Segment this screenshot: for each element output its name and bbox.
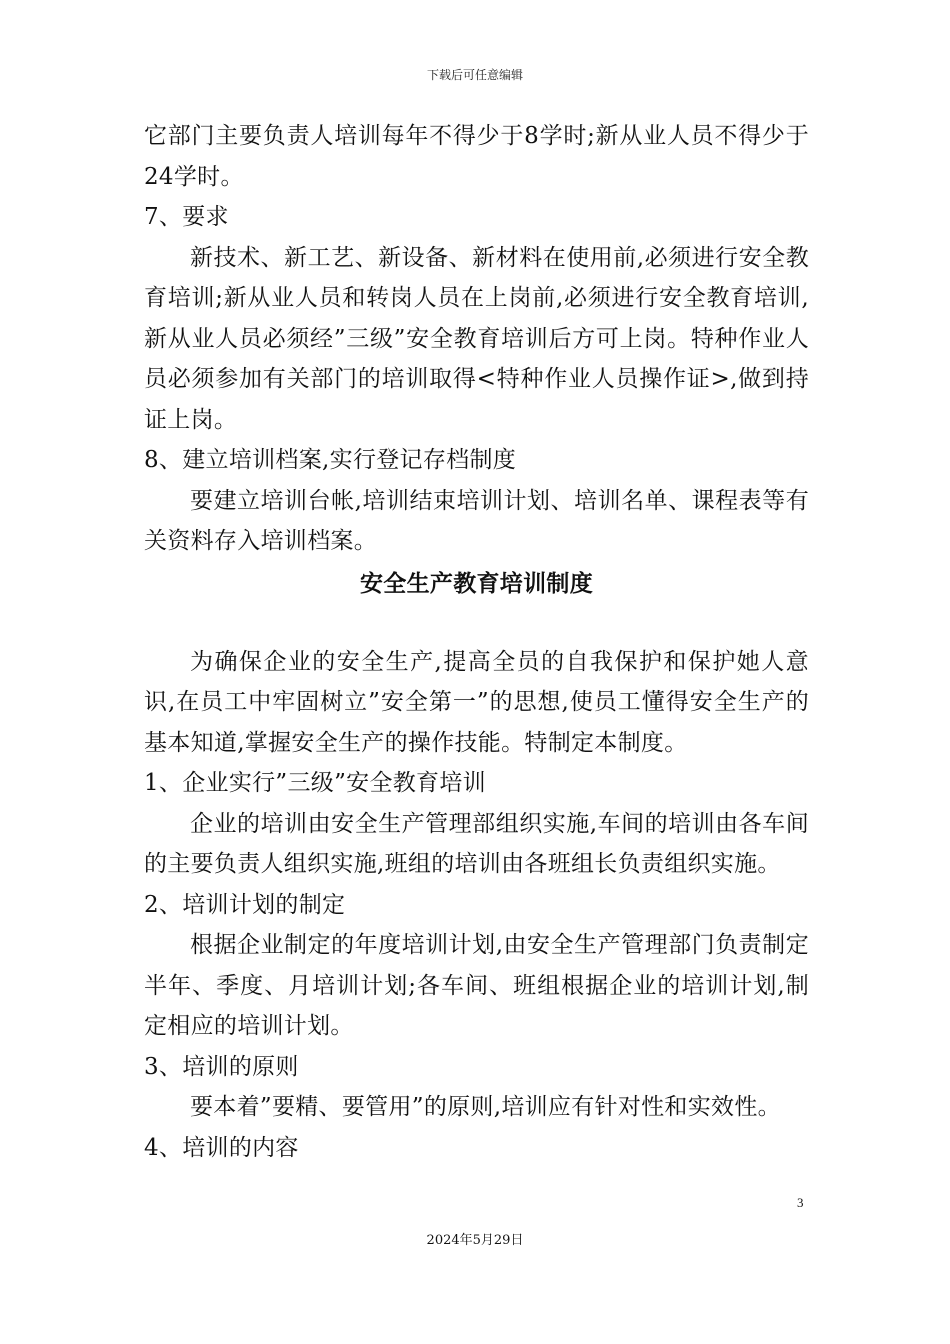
section-heading-8: 8、建立培训档案,实行登记存档制度	[144, 447, 517, 473]
intro-paragraph: 为确保企业的安全生产,提高全员的自我保护和保护她人意识,在员工中牢固树立”安全第一”的思想,使员工懂得安全生产的基本知道,掌握安全生产的操作技能。特制定本制度。	[144, 648, 809, 756]
section-body-7: 新技术、新工艺、新设备、新材料在使用前,必须进行安全教育培训;新从业人员和转岗人员在上岗前,必须进行安全教育培训,新从业人员必须经”三级”安全教育培训后方可上岗。特种作业人员必须参加有关部门的培训取得<特种作业人员操作证>,做到持证上岗。	[144, 244, 809, 433]
paragraph-continued: 它部门主要负责人培训每年不得少于8学时;新从业人员不得少于24学时。	[144, 123, 809, 190]
header-note: 下载后可任意编辑	[426, 68, 523, 82]
section-body-3: 要本着”要精、要管用”的原则,培训应有针对性和实效性。	[190, 1094, 781, 1120]
section-heading-2: 2、培训计划的制定	[144, 891, 346, 918]
section-heading-7: 7、要求	[144, 204, 229, 230]
title-spacer	[144, 604, 809, 642]
document-body	[144, 116, 809, 1168]
footer-date: 2024年5月29日	[426, 1233, 524, 1248]
section-body-2: 根据企业制定的年度培训计划,由安全生产管理部门负责制定半年、季度、月培训计划;各车间、班组根据企业的培训计划,制定相应的培训计划。	[144, 932, 809, 1039]
section-heading-3: 3、培训的原则	[144, 1053, 299, 1080]
page-number: 3	[797, 1195, 804, 1210]
section-body-8: 要建立培训台帐,培训结束培训计划、培训名单、课程表等有关资料存入培训档案。	[144, 487, 809, 554]
section-heading-4: 4、培训的内容	[144, 1134, 299, 1161]
section-body-1: 企业的培训由安全生产管理部组织实施,车间的培训由各车间的主要负责人组织实施,班组的培训由各班组长负责组织实施。	[144, 810, 809, 877]
document-title: 安全生产教育培训制度	[360, 570, 593, 597]
section-heading-1: 1、企业实行”三级”安全教育培训	[144, 770, 486, 796]
